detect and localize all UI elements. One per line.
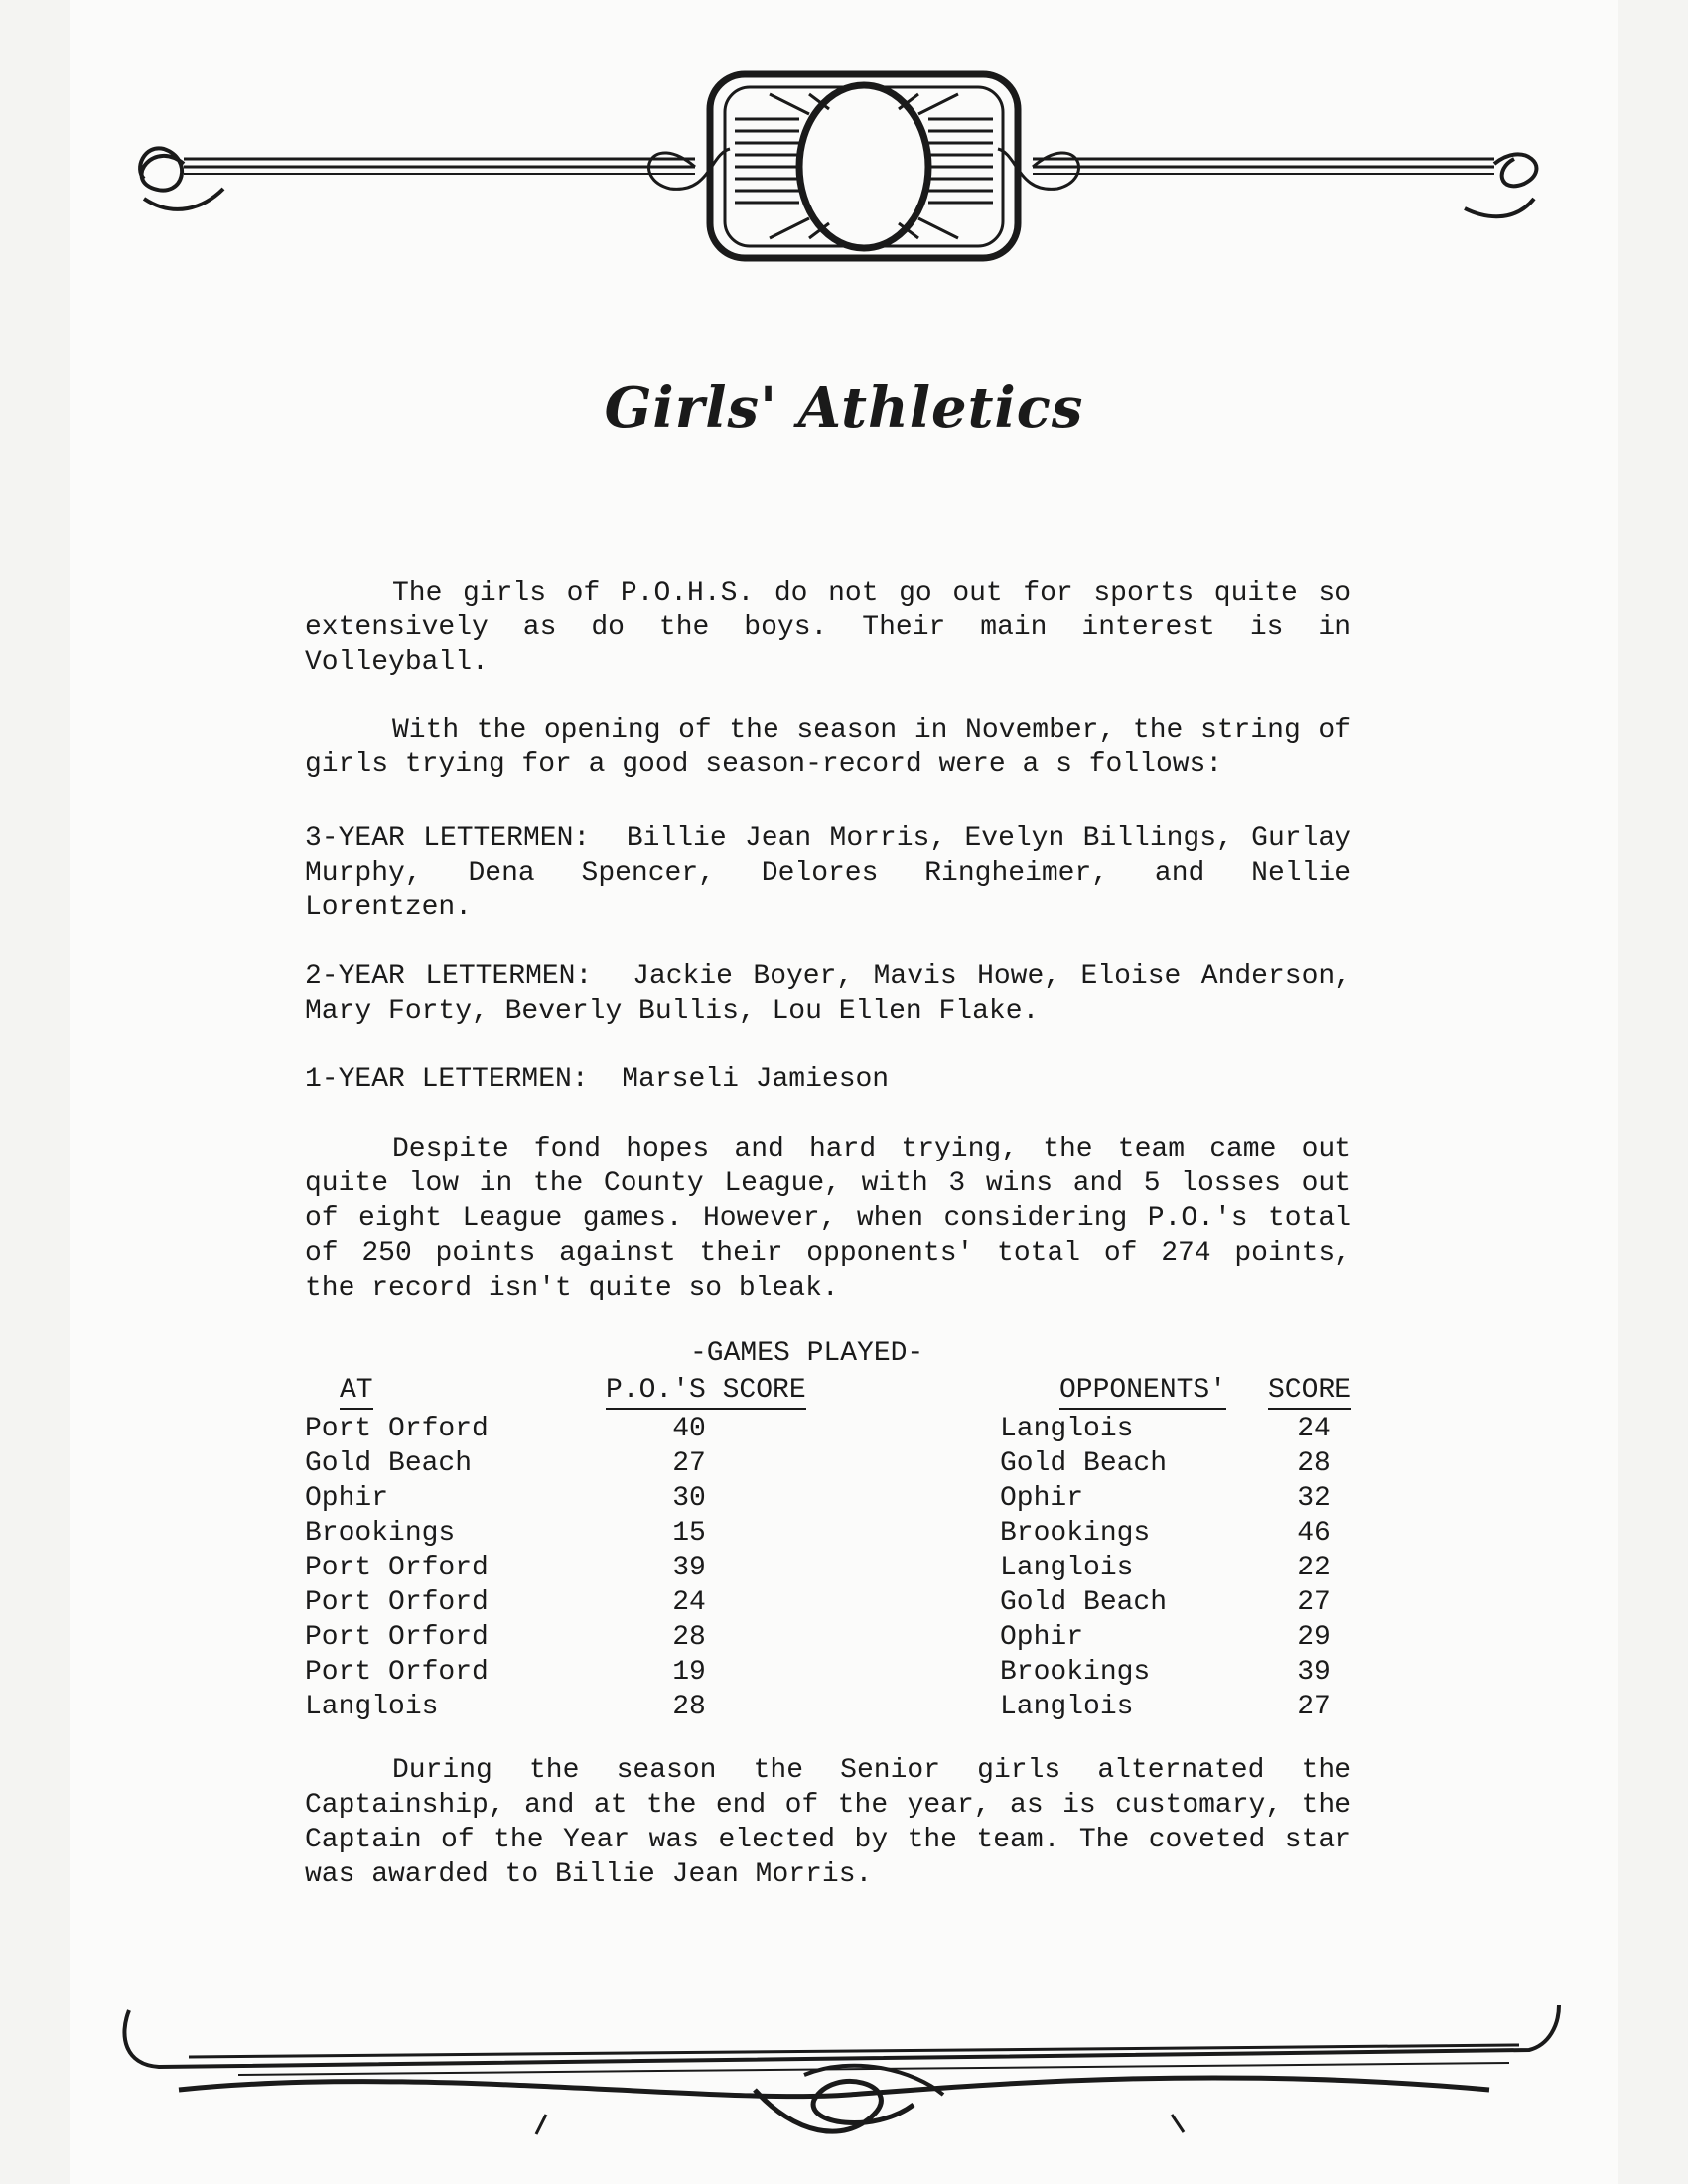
table-cell-opponent-score: 39 [1297, 1657, 1331, 1688]
table-cell-at: Port Orford [305, 1587, 489, 1618]
table-cell-opponent-score: 27 [1297, 1587, 1331, 1618]
table-cell-opponent-score: 27 [1297, 1692, 1331, 1722]
page-title: Girls' Athletics [604, 375, 1084, 441]
two-year-lettermen [305, 959, 1351, 1028]
three-year-lettermen [305, 821, 1351, 925]
lettermen-label: 3-YEAR LETTERMEN: [305, 823, 591, 854]
table-cell-po-score: 30 [672, 1483, 706, 1514]
table-cell-opponent: Gold Beach [1000, 1587, 1168, 1618]
column-opponent-score [1284, 1412, 1343, 1724]
column-po-score [659, 1412, 719, 1724]
paragraph-text: The girls of P.O.H.S. do not go out for sports quite so extensively as do the boys. Their main interest is in Volleyball. [305, 578, 1351, 678]
table-cell-po-score: 40 [672, 1414, 706, 1444]
lettermen-label: 2-YEAR LETTERMEN: [305, 961, 593, 992]
captain-paragraph [305, 1753, 1351, 1892]
table-cell-po-score: 24 [672, 1587, 706, 1618]
paragraph-text: With the opening of the season in November, the string of girls trying for a good season-record were a s follows: [305, 715, 1351, 780]
decorative-header-ornament [114, 60, 1564, 288]
lettermen-names: Billie Jean Morris, Evelyn Billings, Gurlay Murphy, Dena Spencer, Delores Ringheimer, and Nellie Lorentzen. [305, 823, 1351, 923]
lettermen-names: Jackie Boyer, Mavis Howe, Eloise Anderson, Mary Forty, Beverly Bullis, Lou Ellen Flake. [305, 961, 1351, 1026]
lettermen-label: 1-YEAR LETTERMEN: [305, 1064, 589, 1095]
table-cell-po-score: 27 [672, 1448, 706, 1479]
table-cell-at: Port Orford [305, 1622, 489, 1653]
season-paragraph [305, 713, 1351, 782]
table-cell-at: Port Orford [305, 1657, 489, 1688]
table-cell-opponent: Gold Beach [1000, 1448, 1168, 1479]
decorative-footer-ornament [119, 1995, 1579, 2154]
table-cell-opponent: Langlois [1000, 1553, 1134, 1583]
table-cell-opponent-score: 32 [1297, 1483, 1331, 1514]
table-cell-opponent: Langlois [1000, 1692, 1134, 1722]
lettermen-names: Marseli Jamieson [622, 1064, 890, 1095]
table-cell-po-score: 39 [672, 1553, 706, 1583]
table-cell-opponent-score: 29 [1297, 1622, 1331, 1653]
one-year-lettermen [305, 1062, 1351, 1097]
games-played-table [305, 1338, 1357, 1725]
table-cell-opponent: Ophir [1000, 1622, 1084, 1653]
table-cell-opponent: Brookings [1000, 1518, 1151, 1549]
table-cell-po-score: 15 [672, 1518, 706, 1549]
table-cell-at: Ophir [305, 1483, 389, 1514]
record-paragraph [305, 1132, 1351, 1305]
header-at: AT [340, 1374, 373, 1410]
table-cell-opponent: Ophir [1000, 1483, 1084, 1514]
intro-paragraph [305, 576, 1351, 680]
column-opponents [1000, 1412, 1167, 1724]
table-cell-at: Gold Beach [305, 1448, 473, 1479]
table-cell-opponent-score: 46 [1297, 1518, 1331, 1549]
table-cell-po-score: 19 [672, 1657, 706, 1688]
table-cell-at: Port Orford [305, 1414, 489, 1444]
table-cell-po-score: 28 [672, 1622, 706, 1653]
table-cell-opponent-score: 22 [1297, 1553, 1331, 1583]
table-cell-at: Brookings [305, 1518, 456, 1549]
header-score: SCORE [1268, 1374, 1351, 1410]
table-cell-opponent-score: 24 [1297, 1414, 1331, 1444]
header-opponents: OPPONENTS' [1059, 1374, 1226, 1410]
paragraph-text: Despite fond hopes and hard trying, the team came out quite low in the County League, with 3 wins and 5 losses out of eight League games. However, when considering P.O.'s total of 250 points against their opponents' total of 274 points, the record isn't quite so bleak. [305, 1134, 1351, 1303]
games-caption: -GAMES PLAYED- [690, 1338, 924, 1369]
table-cell-opponent: Brookings [1000, 1657, 1151, 1688]
table-cell-opponent: Langlois [1000, 1414, 1134, 1444]
table-cell-po-score: 28 [672, 1692, 706, 1722]
table-cell-at: Langlois [305, 1692, 439, 1722]
column-at [305, 1412, 489, 1724]
table-cell-at: Port Orford [305, 1553, 489, 1583]
header-po-score: P.O.'S SCORE [606, 1374, 806, 1410]
table-cell-opponent-score: 28 [1297, 1448, 1331, 1479]
paragraph-text: During the season the Senior girls alternated the Captainship, and at the end of the year, as is customary, the Captain of the Year was elected by the team. The coveted star was awarded to Billie Jean Morris. [305, 1755, 1351, 1890]
